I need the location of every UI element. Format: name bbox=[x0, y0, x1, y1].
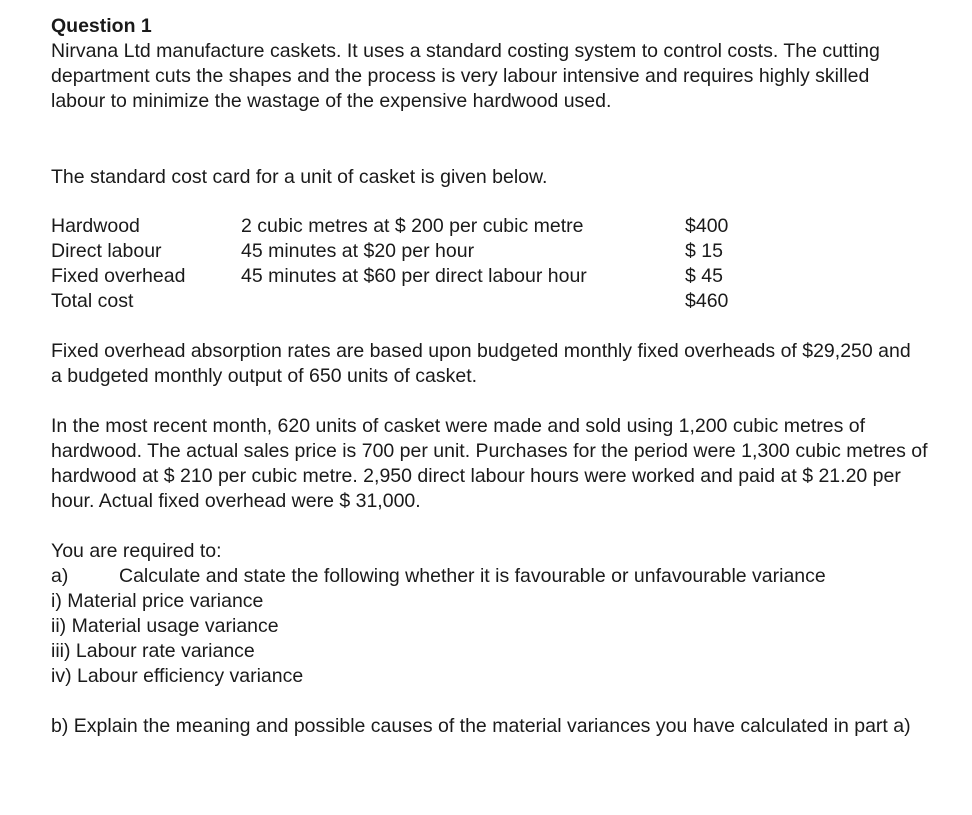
cost-amount: $400 bbox=[685, 215, 729, 237]
question-document bbox=[51, 14, 951, 739]
actual-data-line-3: hardwood at $ 210 per cubic metre. 2,950 direct labour hours were worked and paid at $ 21.20 per bbox=[51, 465, 901, 487]
cost-amount: $460 bbox=[685, 290, 729, 312]
cost-row-fixed-overhead bbox=[51, 264, 951, 289]
cost-item: Total cost bbox=[51, 290, 134, 312]
part-a bbox=[51, 564, 951, 589]
overhead-note-line-1: Fixed overhead absorption rates are based upon budgeted monthly fixed overheads of $29,250 and bbox=[51, 340, 911, 362]
cost-basis: 45 minutes at $60 per direct labour hour bbox=[241, 265, 587, 287]
cost-row-total-cost bbox=[51, 289, 951, 314]
cost-row-direct-labour bbox=[51, 239, 951, 264]
variance-item: i) Material price variance bbox=[51, 590, 264, 612]
cost-row-hardwood bbox=[51, 214, 951, 239]
required-intro: You are required to: bbox=[51, 540, 222, 562]
cost-item: Hardwood bbox=[51, 215, 140, 237]
actual-data-line-1: In the most recent month, 620 units of casket were made and sold using 1,200 cubic metres of bbox=[51, 415, 866, 437]
cost-item: Fixed overhead bbox=[51, 265, 186, 287]
question-title: Question 1 bbox=[51, 15, 152, 37]
intro-line-2: department cuts the shapes and the process is very labour intensive and requires highly skilled bbox=[51, 65, 870, 87]
variance-item: iv) Labour efficiency variance bbox=[51, 665, 304, 687]
part-a-label: a) bbox=[51, 565, 69, 587]
cost-item: Direct labour bbox=[51, 240, 162, 262]
actual-data-line-2: hardwood. The actual sales price is 700 per unit. Purchases for the period were 1,300 cubic metres of bbox=[51, 440, 928, 462]
intro-line-1: Nirvana Ltd manufacture caskets. It uses a standard costing system to control costs. The cutting bbox=[51, 40, 880, 62]
actual-data-line-4: hour. Actual fixed overhead were $ 31,000. bbox=[51, 490, 421, 512]
cost-amount: $ 15 bbox=[685, 240, 723, 262]
cost-basis: 2 cubic metres at $ 200 per cubic metre bbox=[241, 215, 584, 237]
variance-item: iii) Labour rate variance bbox=[51, 640, 255, 662]
cost-amount: $ 45 bbox=[685, 265, 723, 287]
standard-cost-card bbox=[51, 214, 951, 314]
part-a-text: Calculate and state the following whether it is favourable or unfavourable variance bbox=[119, 565, 826, 587]
part-b: b) Explain the meaning and possible causes of the material variances you have calculated in part a) bbox=[51, 715, 911, 737]
cost-card-intro: The standard cost card for a unit of casket is given below. bbox=[51, 166, 548, 188]
variance-item: ii) Material usage variance bbox=[51, 615, 279, 637]
overhead-note-line-2: a budgeted monthly output of 650 units of casket. bbox=[51, 365, 478, 387]
intro-line-3: labour to minimize the wastage of the expensive hardwood used. bbox=[51, 90, 612, 112]
cost-basis: 45 minutes at $20 per hour bbox=[241, 240, 475, 262]
